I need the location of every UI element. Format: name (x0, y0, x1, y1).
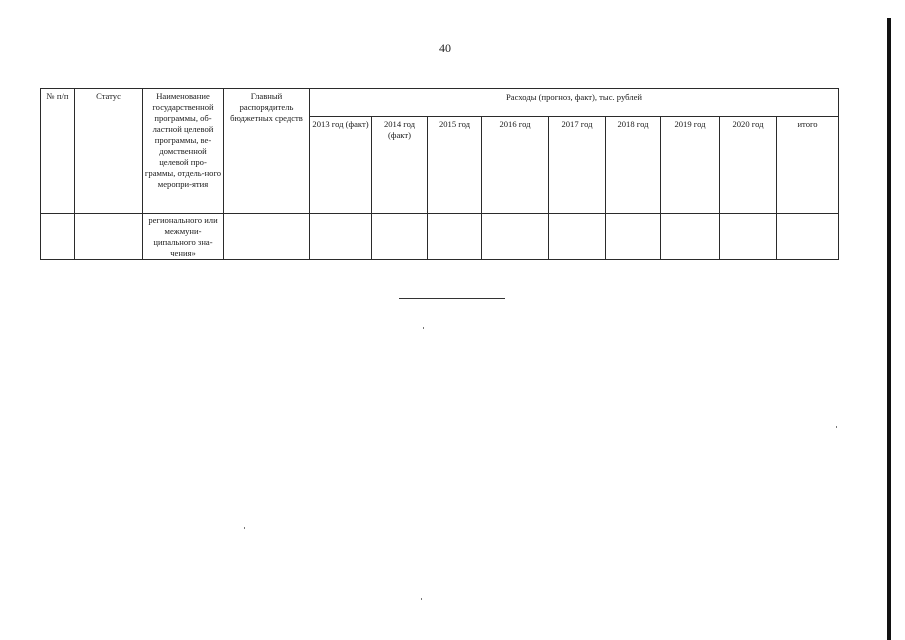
cell-program-name: регионального или межмуни-ципального зна-чения» (143, 214, 224, 260)
budget-table (40, 88, 839, 260)
section-end-rule (399, 298, 505, 299)
header-year-2020: 2020 год (720, 117, 777, 214)
scan-speck (421, 598, 422, 600)
scan-speck (423, 327, 424, 329)
header-num: № п/п (41, 89, 75, 214)
cell-2013 (310, 214, 372, 260)
header-status: Статус (75, 89, 143, 214)
header-year-2015: 2015 год (428, 117, 482, 214)
cell-2016 (482, 214, 549, 260)
cell-num (41, 214, 75, 260)
header-year-2014: 2014 год (факт) (372, 117, 428, 214)
header-year-2016: 2016 год (482, 117, 549, 214)
cell-2020 (720, 214, 777, 260)
header-year-2017: 2017 год (549, 117, 606, 214)
cell-total (777, 214, 839, 260)
cell-distributor (224, 214, 310, 260)
cell-2017 (549, 214, 606, 260)
header-year-2013: 2013 год (факт) (310, 117, 372, 214)
page-number: 40 (439, 41, 451, 55)
cell-2015 (428, 214, 482, 260)
header-spending: Расходы (прогноз, факт), тыс. рублей (310, 89, 839, 117)
header-total: итого (777, 117, 839, 214)
page-edge-bar (887, 18, 891, 640)
header-year-2018: 2018 год (606, 117, 661, 214)
cell-status (75, 214, 143, 260)
header-program-name: Наименование государственной программы, об-ластной целевой программы, ве-домственной целевой про-граммы, отдель-ного меропри-ятия (143, 89, 224, 214)
cell-2014 (372, 214, 428, 260)
header-year-2019: 2019 год (661, 117, 720, 214)
header-budget-distributor: Главный распорядитель бюджетных средств (224, 89, 310, 214)
scan-speck (244, 527, 245, 529)
scan-speck (836, 426, 837, 428)
cell-2019 (661, 214, 720, 260)
table-row (41, 214, 839, 260)
cell-2018 (606, 214, 661, 260)
